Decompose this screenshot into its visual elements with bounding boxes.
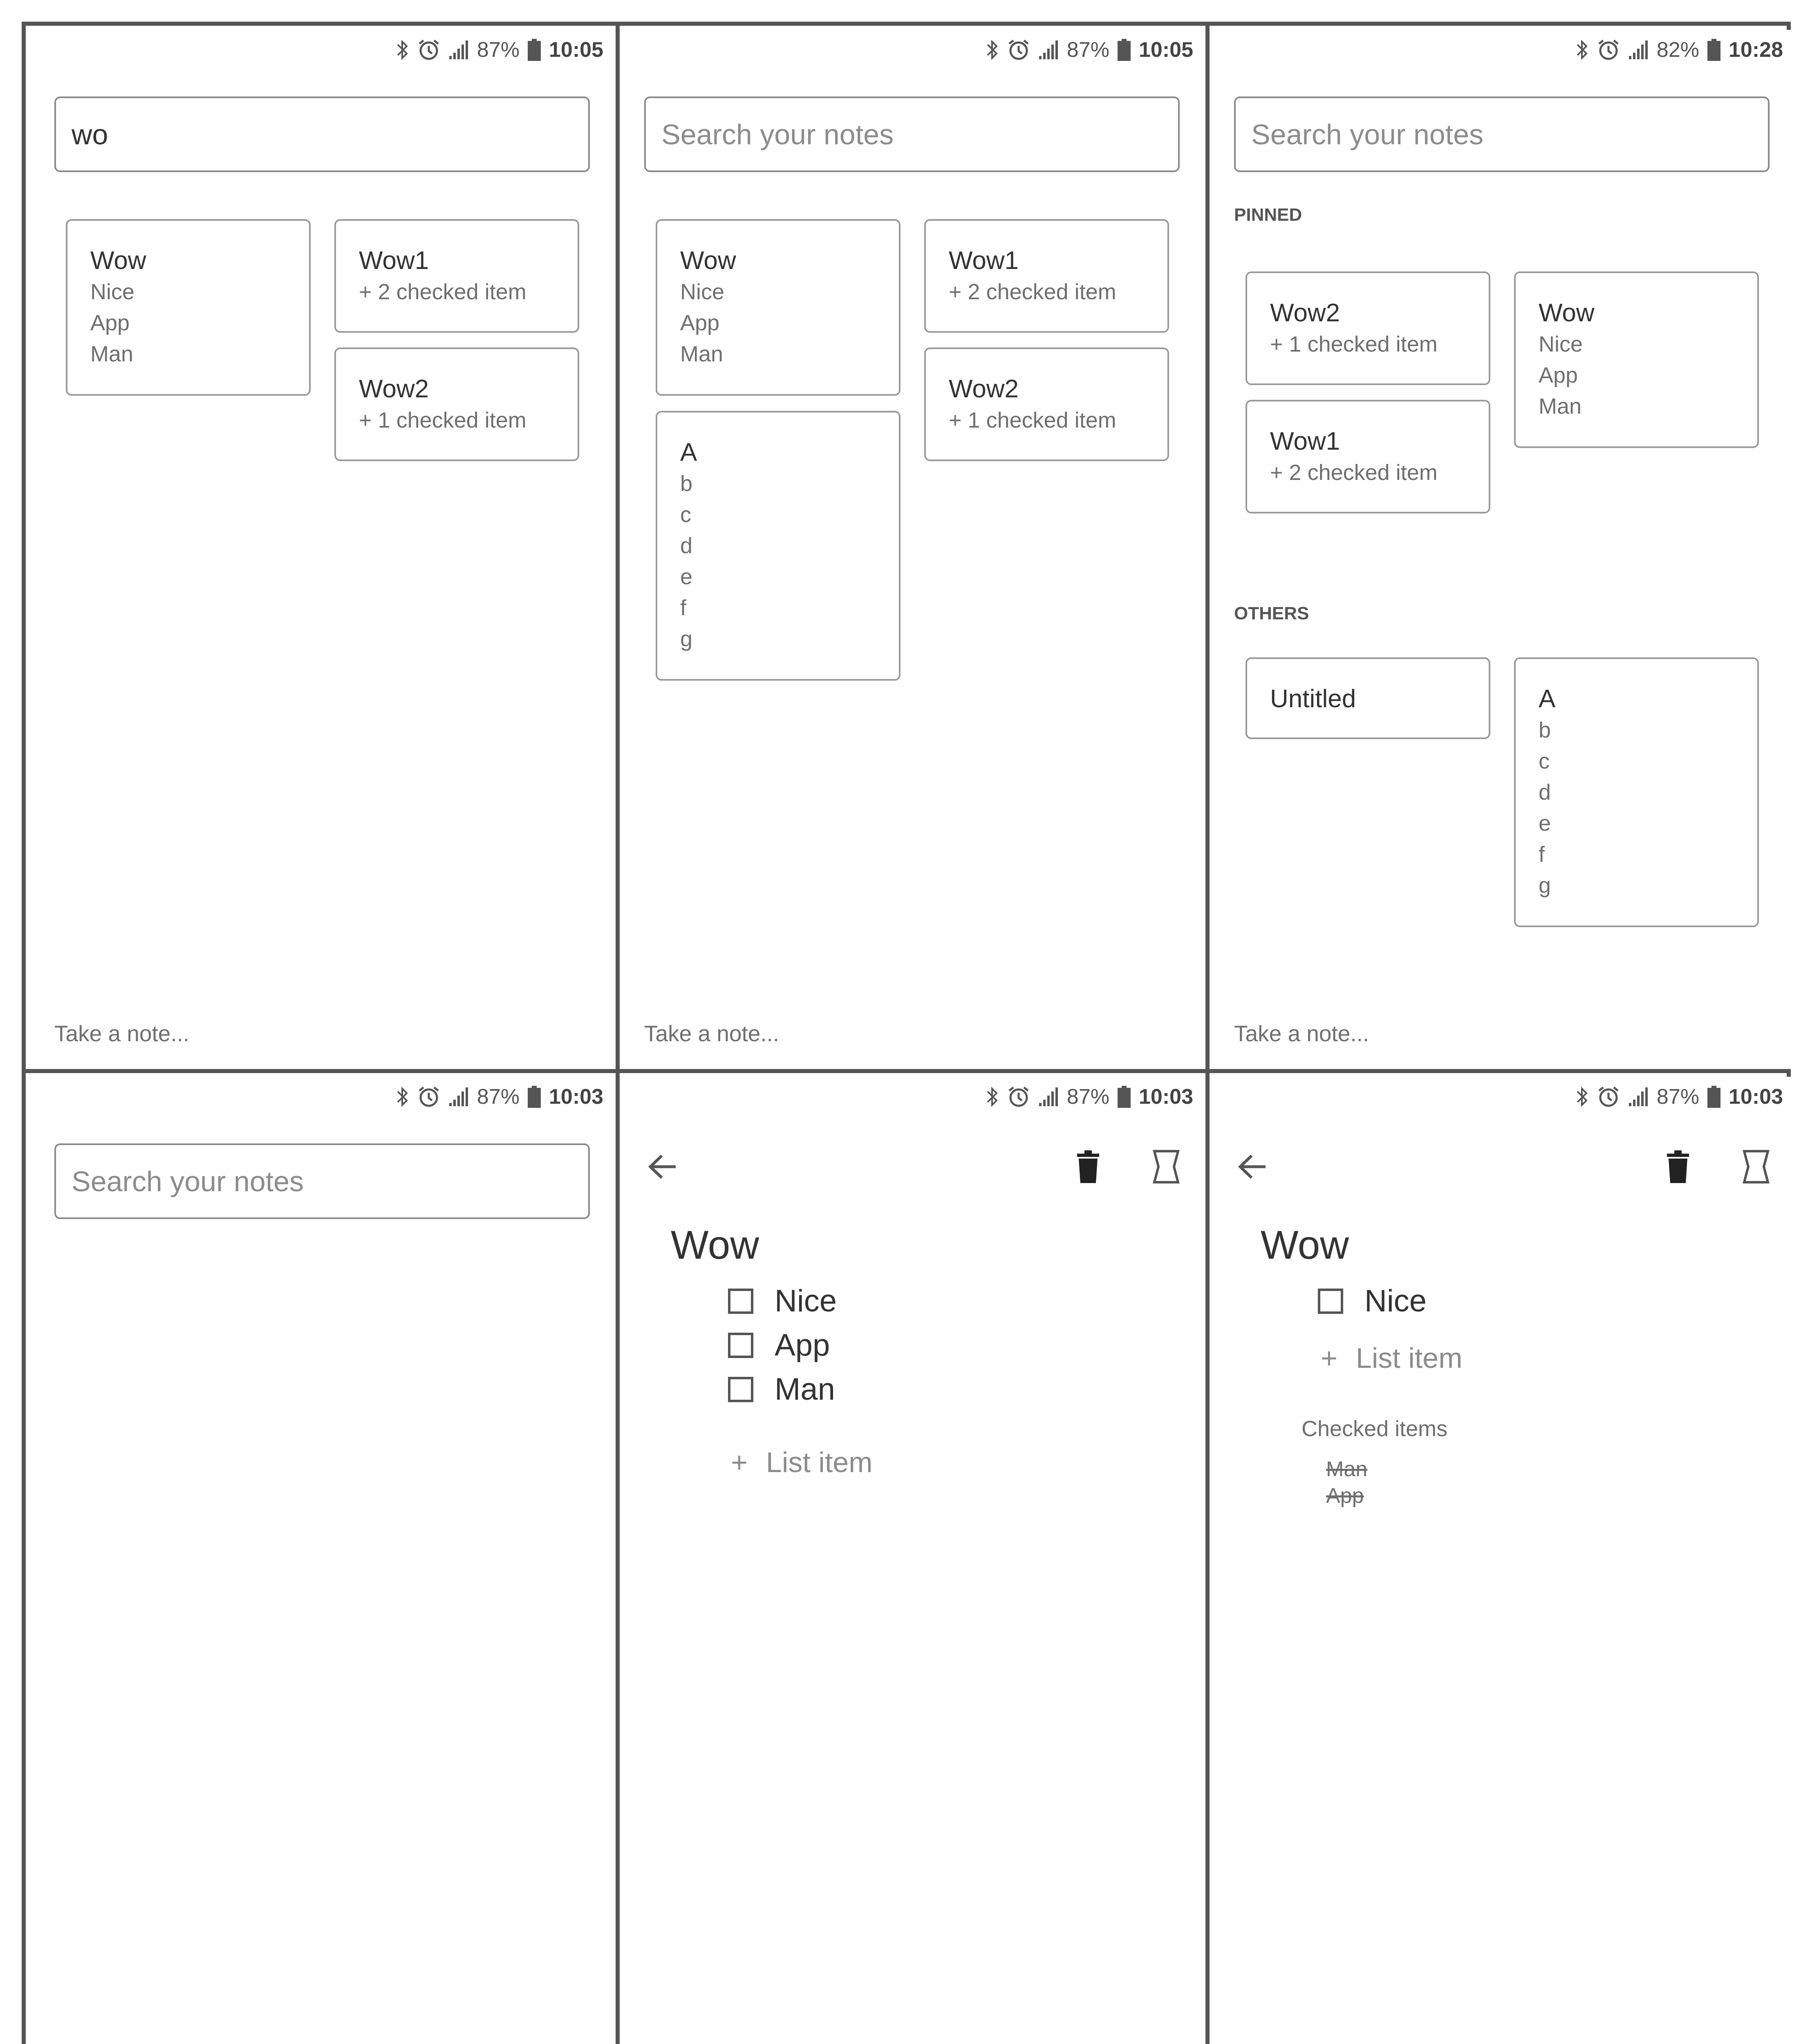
note-card-wow1[interactable] xyxy=(924,219,1169,333)
note-card-line: + 1 checked item xyxy=(1270,332,1438,356)
screen-search-results xyxy=(30,30,616,1069)
note-card-line: e xyxy=(1539,811,1551,836)
note-card-title: Wow xyxy=(1539,299,1595,327)
add-list-item-button[interactable] xyxy=(1321,1342,1463,1374)
note-card-line: + 2 checked item xyxy=(1270,460,1438,485)
screen-empty-list xyxy=(30,1077,616,2044)
battery-icon xyxy=(1118,39,1131,61)
note-card-title: Wow xyxy=(90,247,146,275)
divider xyxy=(1205,26,1210,2044)
screenshot-grid xyxy=(22,22,1791,2044)
note-card-untitled[interactable] xyxy=(1245,657,1490,739)
note-card-title: Wow2 xyxy=(949,375,1019,403)
battery-icon xyxy=(1707,39,1720,61)
take-a-note-button[interactable]: Take a note... xyxy=(1234,1021,1369,1046)
note-card-a[interactable] xyxy=(656,411,901,681)
plus-icon: + xyxy=(1321,1342,1337,1374)
alarm-icon xyxy=(417,38,440,61)
plus-icon: + xyxy=(731,1446,748,1478)
checklist-item[interactable] xyxy=(728,1283,837,1319)
battery-percent: 82% xyxy=(1656,38,1699,62)
note-card-line: c xyxy=(1539,749,1550,773)
note-card-title: Wow2 xyxy=(359,375,429,403)
note-card-a[interactable] xyxy=(1514,657,1759,927)
note-card-wow2[interactable] xyxy=(924,347,1169,461)
bluetooth-icon xyxy=(1575,1086,1589,1108)
note-card-line: Man xyxy=(1539,394,1582,419)
note-card-line: f xyxy=(1539,842,1545,867)
note-title[interactable]: Wow xyxy=(1261,1222,1349,1267)
checklist-item-text[interactable]: Nice xyxy=(775,1284,837,1318)
signal-icon xyxy=(1628,40,1649,59)
signal-icon xyxy=(1628,1087,1649,1106)
screen-notes-list xyxy=(620,30,1205,1069)
note-card-line: + 2 checked item xyxy=(949,280,1116,304)
status-bar xyxy=(1575,1083,1783,1111)
take-a-note-button[interactable]: Take a note... xyxy=(54,1021,190,1046)
checkbox[interactable] xyxy=(1318,1289,1343,1314)
note-card-wow1[interactable] xyxy=(334,219,579,333)
note-card-line: Man xyxy=(680,342,724,366)
status-bar xyxy=(395,36,603,64)
note-card-title: Wow1 xyxy=(949,247,1019,275)
note-card-title: Untitled xyxy=(1270,685,1356,713)
trash-icon[interactable] xyxy=(1665,1150,1691,1185)
note-card-line: d xyxy=(1539,780,1551,805)
note-card-wow1[interactable] xyxy=(1245,400,1490,513)
bluetooth-icon xyxy=(985,1086,999,1108)
note-card-line: e xyxy=(680,565,693,589)
alarm-icon xyxy=(1597,1085,1620,1108)
status-bar xyxy=(985,36,1193,64)
note-card-title: A xyxy=(1539,685,1556,713)
battery-icon xyxy=(1118,1086,1131,1108)
battery-percent: 87% xyxy=(1066,38,1109,62)
note-card-line: c xyxy=(680,502,691,527)
checklist-item-text[interactable]: Nice xyxy=(1364,1284,1427,1318)
others-section-label: OTHERS xyxy=(1234,603,1309,623)
back-arrow-icon[interactable] xyxy=(1236,1152,1269,1183)
note-card-line: Nice xyxy=(1539,332,1583,356)
alarm-icon xyxy=(417,1085,440,1108)
search-input[interactable]: Search your notes xyxy=(54,1143,590,1219)
checkbox[interactable] xyxy=(728,1377,753,1402)
note-card-line: f xyxy=(680,596,687,620)
note-card-line: + 1 checked item xyxy=(359,408,526,433)
battery-percent: 87% xyxy=(477,1085,520,1109)
alarm-icon xyxy=(1007,1085,1030,1108)
note-card-line: b xyxy=(1539,718,1551,742)
clock: 10:03 xyxy=(1139,1085,1193,1109)
note-card-line: Nice xyxy=(680,280,725,304)
checked-item[interactable]: Man xyxy=(1326,1457,1368,1481)
clock: 10:28 xyxy=(1729,38,1783,62)
bluetooth-icon xyxy=(395,39,409,61)
clock: 10:03 xyxy=(1729,1085,1783,1109)
note-card-title: Wow1 xyxy=(359,247,429,275)
checked-item[interactable]: App xyxy=(1326,1484,1364,1508)
note-title[interactable]: Wow xyxy=(671,1222,759,1267)
note-card-line: + 2 checked item xyxy=(359,280,526,304)
alarm-icon xyxy=(1597,38,1620,61)
signal-icon xyxy=(448,1087,469,1106)
status-bar xyxy=(395,1083,603,1111)
checklist-item[interactable] xyxy=(728,1372,835,1407)
add-list-item-label: List item xyxy=(766,1446,873,1478)
battery-icon xyxy=(1707,1086,1720,1108)
note-card-line: + 1 checked item xyxy=(949,408,1116,433)
note-card-title: Wow xyxy=(680,247,736,275)
status-bar xyxy=(1575,36,1783,64)
note-card-line: App xyxy=(1539,363,1578,388)
pin-icon[interactable] xyxy=(1152,1150,1181,1186)
add-list-item-button[interactable] xyxy=(731,1446,873,1479)
battery-percent: 87% xyxy=(1066,1085,1109,1109)
checklist-item[interactable] xyxy=(1318,1283,1427,1319)
clock: 10:05 xyxy=(1139,38,1193,62)
bluetooth-icon xyxy=(395,1086,409,1108)
note-card-line: d xyxy=(680,533,693,558)
checkbox[interactable] xyxy=(728,1333,753,1358)
divider xyxy=(26,1069,1787,1073)
add-list-item-label: List item xyxy=(1355,1342,1463,1374)
note-card-wow2[interactable] xyxy=(334,347,579,461)
signal-icon xyxy=(1038,1087,1059,1106)
checkbox[interactable] xyxy=(728,1289,753,1314)
battery-percent: 87% xyxy=(1656,1085,1699,1109)
status-bar xyxy=(985,1083,1193,1111)
search-input[interactable]: wo xyxy=(54,96,590,172)
note-card-line: Nice xyxy=(90,280,135,304)
note-card-line: b xyxy=(680,471,693,496)
pinned-section-label: PINNED xyxy=(1234,205,1302,225)
bluetooth-icon xyxy=(985,39,999,61)
checklist-item[interactable] xyxy=(728,1327,830,1363)
battery-icon xyxy=(528,39,541,61)
alarm-icon xyxy=(1007,38,1030,61)
trash-icon[interactable] xyxy=(1075,1150,1101,1185)
pin-icon[interactable] xyxy=(1742,1150,1770,1186)
checked-items-label: Checked items xyxy=(1301,1416,1448,1441)
screen-note-editor xyxy=(620,1077,1205,2044)
note-card-line: g xyxy=(1539,873,1551,898)
note-card-line: g xyxy=(680,627,693,651)
signal-icon xyxy=(1038,40,1059,59)
search-input[interactable]: Search your notes xyxy=(644,96,1180,172)
note-card-wow2[interactable] xyxy=(1245,271,1490,385)
clock: 10:03 xyxy=(549,1085,603,1109)
checklist-item-text[interactable]: App xyxy=(775,1328,830,1363)
search-input[interactable]: Search your notes xyxy=(1234,96,1770,172)
note-card-title: Wow2 xyxy=(1270,299,1340,327)
bluetooth-icon xyxy=(1575,39,1589,61)
note-card-wow[interactable] xyxy=(1514,271,1759,448)
note-card-line: App xyxy=(90,311,130,335)
divider xyxy=(616,26,620,2044)
screen-note-editor-checked xyxy=(1210,1077,1795,2044)
note-card-line: Man xyxy=(90,342,134,366)
note-card-title: A xyxy=(680,438,697,466)
screen-pinned-notes xyxy=(1210,30,1795,1069)
note-card-wow[interactable] xyxy=(656,219,901,396)
take-a-note-button[interactable]: Take a note... xyxy=(644,1021,780,1046)
checklist-item-text[interactable]: Man xyxy=(775,1372,835,1407)
signal-icon xyxy=(448,40,469,59)
note-card-title: Wow1 xyxy=(1270,427,1340,455)
battery-percent: 87% xyxy=(477,38,520,62)
clock: 10:05 xyxy=(549,38,603,62)
battery-icon xyxy=(528,1086,541,1108)
back-arrow-icon[interactable] xyxy=(646,1152,679,1183)
note-card-line: App xyxy=(680,311,720,335)
note-card-wow[interactable] xyxy=(66,219,311,396)
